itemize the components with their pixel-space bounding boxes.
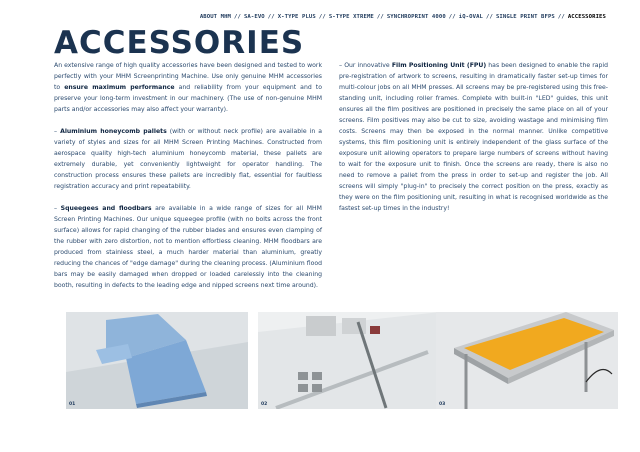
fpu-text-1: Our innovative <box>344 62 392 69</box>
pallets-text: (with or without neck profile) are available in a variety of styles and sizes for all MHM Screen Printing Machines. Constructed from aerospace quality high-tech aluminium honeycomb material, these pallets are extremely durable, yet conveniently lightweight for operator handling. The construction process ensures these pallets are incredibly flat, essential for faultless registration accuracy and print repeatability. <box>54 128 322 190</box>
squeegee-illustration <box>258 312 440 409</box>
nav-separator: // <box>448 14 456 20</box>
fpu-heading: Film Positioning Unit (FPU) <box>391 62 487 69</box>
top-navigation <box>200 14 606 20</box>
squeegee-heading: Squeegees and floodbars <box>60 205 152 212</box>
squeegee-text: are available in a wide range of sizes for all MHM Screen Printing Machines. Our unique squeegee profile (with no bolts across the front surface) allows for rapid changing of the rubber blades and ensures even clamping of the rubber with zero distortion, not to mention effortless cleaning. MHM floodbars are produced from stainless steel, a much harder material than aluminium, greatly reducing the chances of "edge damage" during the cleaning process. (Aluminium flood bars may be easily damaged when dropped or loaded carelessly into the cleaning booth, resulting in defects to the leading edge and nipped screens next time around). <box>54 205 322 289</box>
nav-item-iq-oval[interactable]: iQ-OVAL <box>458 14 484 20</box>
intro-bold: ensure maximum performance <box>64 84 175 91</box>
nav-item-single-print-bfps[interactable]: SINGLE PRINT BFPS <box>495 14 555 20</box>
photo-number: 02 <box>261 402 268 407</box>
nav-separator: // <box>234 14 241 20</box>
nav-separator: // <box>557 14 565 20</box>
photo-pallet <box>66 312 248 409</box>
photo-number: 03 <box>439 402 446 407</box>
nav-item-synchroprint[interactable]: SYNCHROPRINT 4000 <box>386 14 446 20</box>
right-column <box>339 60 608 225</box>
photo-squeegees <box>258 312 440 409</box>
pallets-heading: Aluminium honeycomb pallets <box>60 128 167 135</box>
fpu-text-2: has been designed to enable the rapid pre-registration of artwork to screens, resulting in dramatically faster set-up times for multi-colour jobs on all MHM presses. All screens may be pre-registered using this free-standing unit, including roller frames. Complete with built-in "LED" guides, this unit ensures all the film positives are positioned in precisely the same place on all of your screens. Film positives may also be cut to size, avoiding wastage and minimising film costs. Screens may then be exposed in the normal manner. Unlike competitive systems, this film positioning unit is entirely independent of the glass surface of the exposure unit allowing operators to prepare large numbers of screens without having to wait for the exposure unit to finish. Once the screens are ready, there is also no need to remove a pallet from the press in order to set-up and register the job. All screens will simply "plug-in" to precisely the correct position on the press, exactly as they were on the film positioning unit, resulting in what is recognised worldwide as the fastest set-up times in the industry! <box>339 62 609 212</box>
nav-item-accessories[interactable]: ACCESSORIES <box>567 14 606 20</box>
nav-item-sa-evo[interactable]: SA-EVO <box>243 14 265 20</box>
nav-item-x-type-plus[interactable]: X-TYPE PLUS <box>277 14 316 20</box>
page-title: ACCESSORIES <box>54 25 305 61</box>
nav-item-s-type-xtreme[interactable]: S-TYPE XTREME <box>328 14 374 20</box>
intro-text-2: and reliability from your equipment and to preserve your long-term investment in our machinery. (The use of non-genuine MHM parts and/or accessories may also affect your warranty). <box>54 84 322 113</box>
nav-separator: // <box>267 14 275 20</box>
intro-text-1: An extensive range of high quality accessories have been designed and tested to work perfectly with your MHM Screenprinting Machine. Use only genuine MHM accessories to <box>54 62 322 91</box>
pallet-illustration <box>66 312 248 409</box>
fpu-paragraph: – Our innovative Film Positioning Unit (FPU) has been designed to enable the rapid pre-registration of artwork to screens, resulting in dramatically faster set-up times for multi-colour jobs on all MHM presses. All screens may be pre-registered using this free-standing unit, including roller frames. Complete with built-in "LED" guides, this unit ensures all the film positives are positioned in precisely the same place on all of your screens. Film positives may also be cut to size, avoiding wastage and minimising film costs. Screens may then be exposed in the normal manner. Unlike competitive systems, this film positioning unit is entirely independent of the glass surface of the exposure unit allowing operators to prepare large numbers of screens without having to wait for the exposure unit to finish. Once the screens are ready, there is also no need to remove a pallet from the press in order to set-up and register the job. All screens will simply "plug-in" to precisely the correct position on the press, exactly as they were on the film positioning unit, resulting in what is recognised worldwide as the fastest set-up times in the industry! <box>339 62 609 212</box>
pallets-paragraph: – Aluminium honeycomb pallets (with or without neck profile) are available in a variety of styles and sizes for all MHM Screen Printing Machines. Constructed from aerospace quality high-tech aluminium honeycomb material, these pallets are extremely durable, yet conveniently lightweight for operator handling. The construction process ensures these pallets are incredibly flat, essential for faultless registration accuracy and print repeatability. <box>54 128 322 190</box>
nav-separator: // <box>376 14 384 20</box>
photo-number: 01 <box>69 402 76 407</box>
fpu-illustration <box>436 312 618 409</box>
nav-separator: // <box>486 14 493 20</box>
photo-fpu <box>436 312 618 409</box>
intro-paragraph <box>54 60 322 115</box>
left-column <box>54 60 322 302</box>
squeegee-paragraph: – Squeegees and floodbars are available in a wide range of sizes for all MHM Screen Printing Machines. Our unique squeegee profile (with no bolts across the front surface) allows for rapid changing of the rubber blades and ensures even clamping of the rubber with zero distortion, not to mention effortless cleaning. MHM floodbars are produced from stainless steel, a much harder material than aluminium, greatly reducing the chances of "edge damage" during the cleaning process. (Aluminium flood bars may be easily damaged when dropped or loaded carelessly into the cleaning booth, resulting in defects to the leading edge and nipped screens next time around). <box>54 205 322 289</box>
nav-item-about-mhm[interactable]: ABOUT MHM <box>199 14 232 20</box>
nav-separator: // <box>318 14 326 20</box>
